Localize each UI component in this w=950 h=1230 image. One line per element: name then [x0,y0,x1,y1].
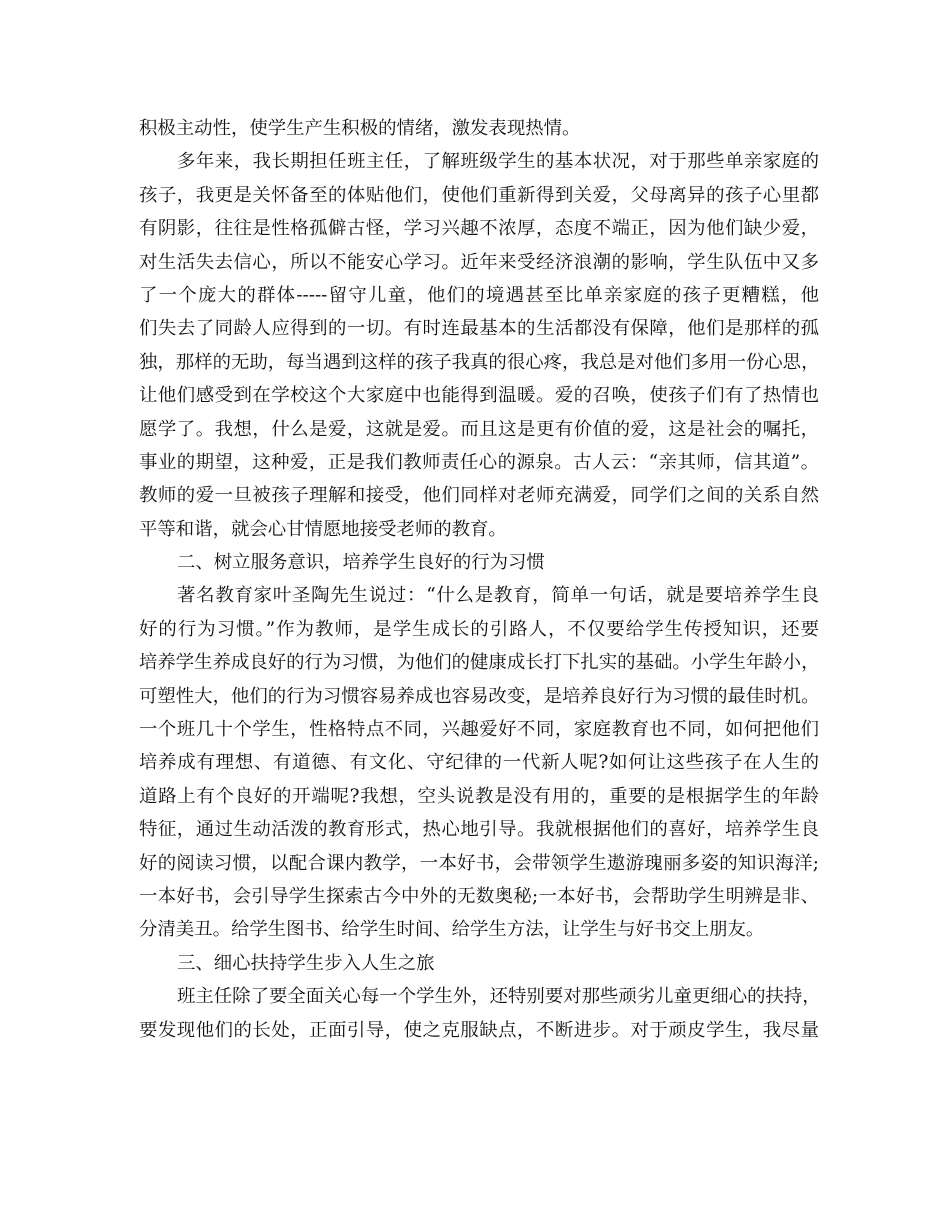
text-line: 好的行为习惯。”作为教师，是学生成长的引路人，不仅要给学生传授知识，还要 [139,618,819,640]
text-line: 们失去了同龄人应得到的一切。有时连最基本的生活都没有保障，他们是那样的孤 [139,318,819,340]
text-line: 培养成有理想、有道德、有文化、守纪律的一代新人呢?如何让这些孩子在人生的 [139,752,819,774]
text-line: 教师的爱一旦被孩子理解和接受，他们同样对老师充满爱，同学们之间的关系自然 [139,485,819,507]
text-line: 孩子，我更是关怀备至的体贴他们，使他们重新得到关爱，父母离异的孩子心里都 [139,184,819,206]
text-line: 对生活失去信心，所以不能安心学习。近年来受经济浪潮的影响，学生队伍中又多 [139,251,819,273]
text-line: 要发现他们的长处，正面引导，使之克服缺点，不断进步。对于顽皮学生，我尽量 [139,1019,819,1041]
text-line: 可塑性大，他们的行为习惯容易养成也容易改变，是培养良好行为习惯的最佳时机。 [139,685,820,707]
text-line: 三、细心扶持学生步入人生之旅 [177,952,435,974]
text-line: 平等和谐，就会心甘情愿地接受老师的教育。 [139,518,507,540]
document-body [139,112,819,1047]
text-line: 多年来，我长期担任班主任，了解班级学生的基本状况，对于那些单亲家庭的 [177,151,819,173]
text-line: 积极主动性，使学生产生积极的情绪，激发表现热情。 [139,118,581,139]
text-line: 愿学了。我想，什么是爱，这就是爱。而且这是更有价值的爱，这是社会的嘱托， [139,418,819,440]
text-line: 独，那样的无助，每当遇到这样的孩子我真的很心疼，我总是对他们多用一份心思， [139,351,820,373]
text-line: 分清美丑。给学生图书、给学生时间、给学生方法，让学生与好书交上朋友。 [139,919,765,941]
text-line: 让他们感受到在学校这个大家庭中也能得到温暖。爱的召唤，使孩子们有了热情也 [139,385,819,407]
text-line: 班主任除了要全面关心每一个学生外，还特别要对那些顽劣儿童更细心的扶持， [177,986,821,1008]
text-line: 有阴影，往往是性格孤僻古怪，学习兴趣不浓厚，态度不端正，因为他们缺少爱， [139,218,819,240]
text-line: 特征，通过生动活泼的教育形式，热心地引导。我就根据他们的喜好，培养学生良 [139,819,819,841]
text-line: 一本好书，会引导学生探索古今中外的无数奥秘;一本好书，会帮助学生明辨是非、 [139,885,819,907]
text-line: 好的阅读习惯，以配合课内教学，一本好书，会带领学生遨游瑰丽多姿的知识海洋; [139,852,819,874]
text-line: 了一个庞大的群体-----留守儿童，他们的境遇甚至比单亲家庭的孩子更糟糕，他 [139,284,819,306]
text-line: 培养学生养成良好的行为习惯，为他们的健康成长打下扎实的基础。小学生年龄小， [139,652,820,674]
text-line: 道路上有个良好的开端呢?我想，空头说教是没有用的，重要的是根据学生的年龄 [139,785,819,807]
text-line: 一个班几十个学生，性格特点不同，兴趣爱好不同，家庭教育也不同，如何把他们 [139,719,819,741]
text-line: 事业的期望，这种爱，正是我们教师责任心的源泉。古人云：“亲其师，信其道”。 [139,451,819,473]
text-line: 著名教育家叶圣陶先生说过：“什么是教育，简单一句话，就是要培养学生良 [177,585,819,607]
text-line: 二、树立服务意识，培养学生良好的行为习惯 [177,552,545,574]
